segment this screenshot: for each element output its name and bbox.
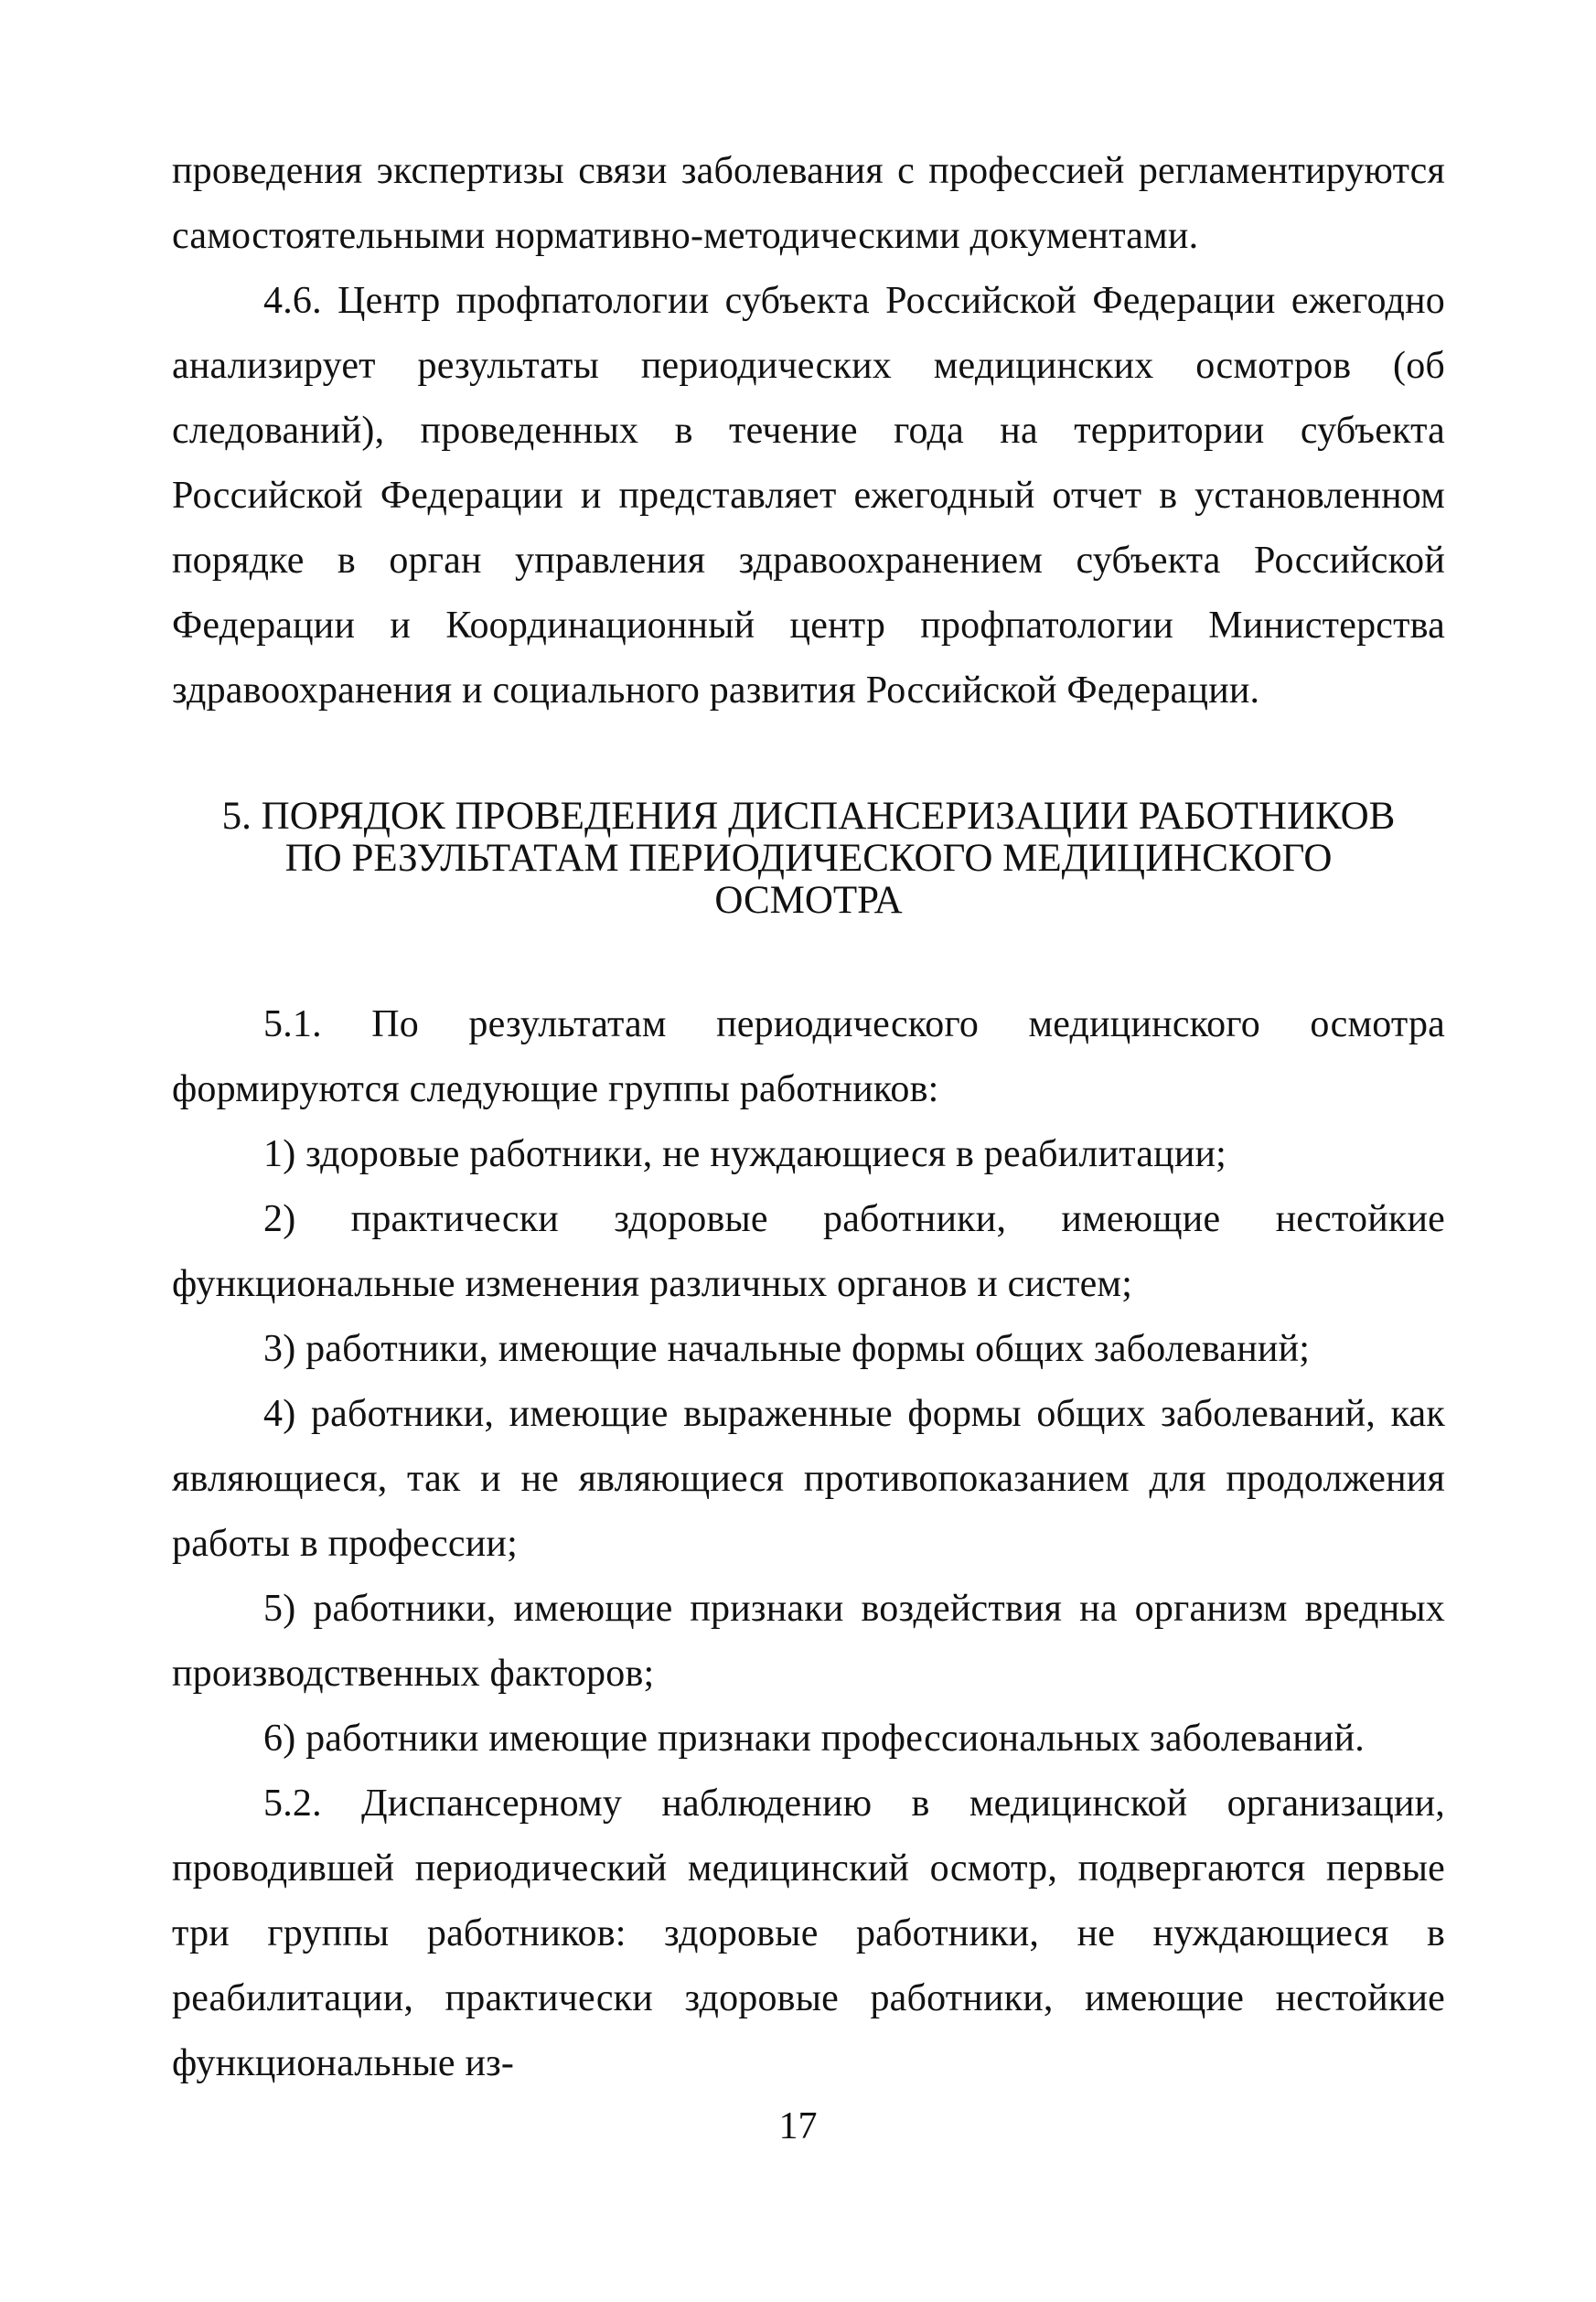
list-item: 2) практически здоровые работники, имеющие нестойкие функциональные изменения различных органов и систем;	[172, 1198, 1445, 1305]
list-item: 5) работники, имеющие признаки воздействия на организм вредных производственных факторов;	[172, 1588, 1445, 1695]
section-5-body	[172, 992, 1445, 2096]
list-item: 3) работники, имеющие начальные формы общих заболеваний;	[263, 1328, 1311, 1370]
list-item: 1) здоровые работники, не нуждающиеся в реабилитации;	[263, 1133, 1227, 1175]
list-item: 4) работники, имеющие выраженные формы общих заболеваний, как являющиеся, так и не являющиеся противопоказанием для продолжения работы в профессии;	[172, 1393, 1445, 1565]
section-5-heading-line-3: ОСМОТРА	[714, 879, 903, 922]
continuation-paragraph	[172, 139, 1445, 269]
section-5-heading	[172, 796, 1445, 922]
continuation-text: проведения экспертизы связи заболевания с профессией регламентируются самостоятельными нормативно-методическими документами.	[172, 150, 1445, 257]
section-5-heading-line-2: ПО РЕЗУЛЬТАТАМ ПЕРИОДИЧЕСКОГО МЕДИЦИНСКОГО	[284, 837, 1333, 880]
paragraph-5-1: 5.1. По результатам периодического медицинского осмотра формируются следующие группы работников:	[172, 1003, 1445, 1110]
paragraph-4-6	[172, 269, 1445, 723]
section-5-heading-line-1: 5. ПОРЯДОК ПРОВЕДЕНИЯ ДИСПАНСЕРИЗАЦИИ РАБОТНИКОВ	[221, 795, 1396, 838]
page-number: 17	[778, 2105, 818, 2147]
paragraph-5-2: 5.2. Диспансерному наблюдению в медицинской организации, проводившей периодический медицинский осмотр, подвергаются первые три группы работников: здоровые работники, не нуждающиеся в реабилитации, практически здоровые работники, имеющие нестойкие функциональные из-	[172, 1783, 1445, 2084]
paragraph-4-6-text: 4.6. Центр профпатологии субъекта Российской Федерации ежегодно анализирует результаты периодических медицинских осмотров (об следований), проведенных в течение года на территории субъекта Российской Федерации и представляет ежегодный отчет в установленном порядке в орган управления здравоохранением субъекта Российской Федерации и Координационный центр профпатологии Министерства здравоохранения и социального развития Российской Федерации.	[172, 280, 1445, 712]
list-item: 6) работники имеющие признаки профессиональных заболеваний.	[263, 1718, 1365, 1760]
